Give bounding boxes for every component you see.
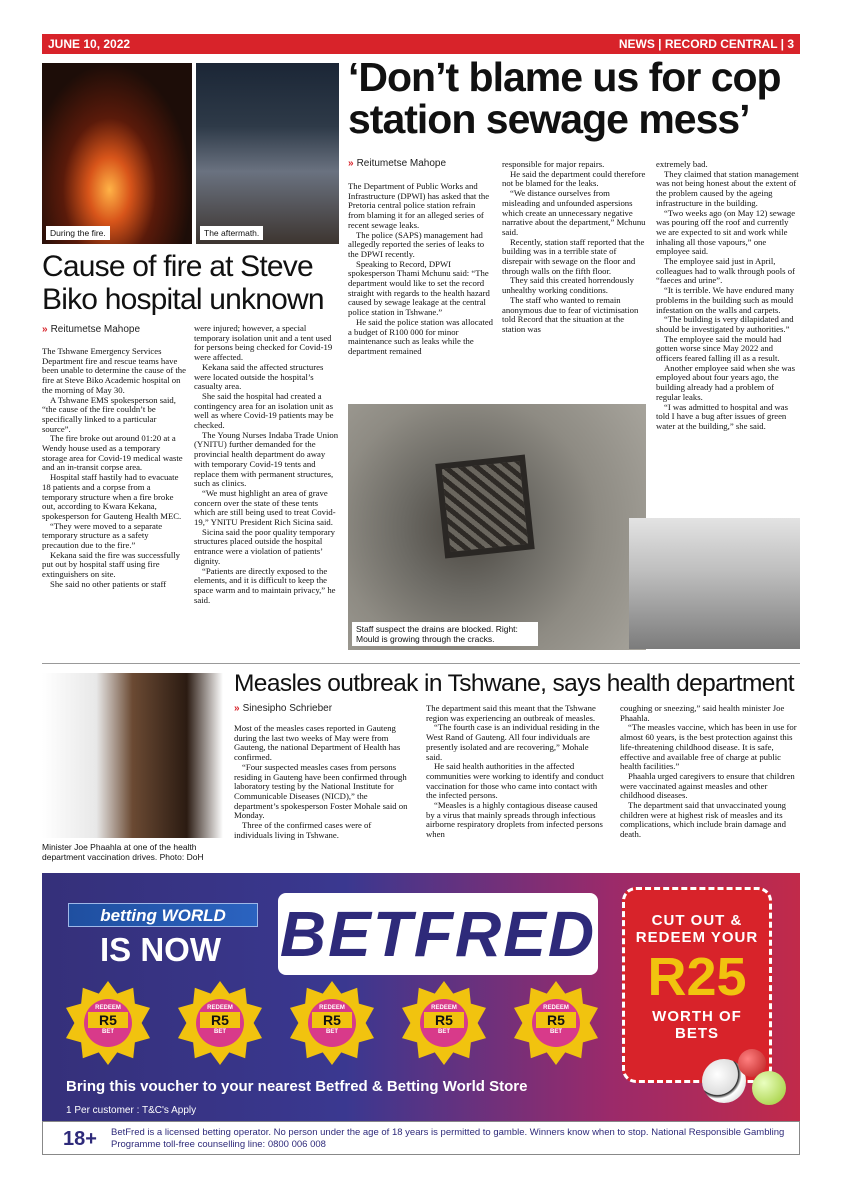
- cut-amount: R25: [647, 947, 747, 1007]
- voucher-inner: [308, 999, 356, 1047]
- paragraph: He said health authorities in the affected communities were working to identify and conduct vaccination for those who came into contact with the infected persons.: [426, 761, 604, 801]
- paragraph: A Tshwane EMS spokesperson said, “the cause of the fire couldn’t be specifically linked to a particular source”.: [42, 394, 176, 434]
- voucher-bet: BET: [326, 1029, 338, 1035]
- paragraph: were injured; however, a special temporary isolation unit and a tent used for persons being checked for Covid-19 were affected.: [194, 323, 333, 363]
- paragraph: Three of the confirmed cases were of individuals living in Tshwane.: [234, 820, 372, 840]
- paragraph: The employee said the mould had gotten worse since May 2022 and officers feared falling ill as a result.: [656, 333, 782, 364]
- paragraph: Sicina said the poor quality temporary structures placed outside the hospital entrance were a violation of patients’ dignity.: [194, 526, 335, 566]
- measles-byline-name: Sinesipho Schrieber: [242, 703, 333, 714]
- tennis-ball-icon: [752, 1071, 786, 1105]
- section-divider: [42, 663, 800, 664]
- minister-photo-caption: Minister Joe Phaahla at one of the health department vaccination drives. Photo: DoH: [42, 842, 204, 862]
- voucher-bet: BET: [102, 1029, 114, 1035]
- page-header-bar: [42, 34, 800, 54]
- cut-line-3: WORTH OF: [652, 1008, 742, 1025]
- cut-line-2: REDEEM YOUR: [635, 929, 759, 946]
- paragraph: He said the department could therefore not be blamed for the leaks.: [502, 168, 646, 189]
- paragraph: Kekana said the fire was successfully put out by hospital staff using fire extinguishers on site.: [42, 549, 181, 580]
- cut-line-1: CUT OUT &: [651, 912, 743, 929]
- voucher-inner: [420, 999, 468, 1047]
- voucher-badge: [66, 981, 150, 1065]
- sewage-column-1: [348, 182, 494, 357]
- paragraph: Recently, station staff reported that the building was in a terrible state of disrepair with sewage on the floor and through walls on the fifth floor.: [502, 236, 645, 276]
- voucher-bet: BET: [214, 1029, 226, 1035]
- cut-line-4: BETS: [674, 1025, 719, 1042]
- paragraph: extremely bad.: [656, 159, 708, 169]
- paragraph: The department said that unvaccinated young children were at highest risk of measles and its complications, which include brain damage and death.: [620, 800, 787, 840]
- sports-balls-icon: [702, 1049, 792, 1109]
- paragraph: “Four suspected measles cases from persons residing in Gauteng have been confirmed through laboratory testing by the National Institute for Communicable Diseases (NICD),” the department’s spokesperson Foster Mohale said on Monday.: [234, 761, 408, 821]
- paragraph: coughing or sneezing,” said health minister Joe Phaahla.: [620, 703, 785, 723]
- paragraph: “They were moved to a separate temporary structure as a safety precaution due to the fire.”: [42, 520, 163, 551]
- paragraph: The Department of Public Works and Infrastructure (DPWI) has asked that the Pretoria central police station refrain from blaming it for an alleged series of recent sewage leaks.: [348, 181, 490, 230]
- voucher-redeem: REDEEM: [431, 1005, 457, 1011]
- minister-photo: [42, 673, 223, 838]
- fire-column-2: [194, 324, 340, 605]
- sewage-column-3: [656, 160, 800, 432]
- age-restriction: 18+: [63, 1128, 97, 1150]
- drain-photo: [348, 404, 646, 650]
- paragraph: responsible for major repairs.: [502, 159, 605, 169]
- paragraph: Another employee said when she was employed about four years ago, the building already had a problem of regular leaks.: [656, 362, 795, 402]
- voucher-badge: [290, 981, 374, 1065]
- ad-is-now: IS NOW: [100, 931, 221, 968]
- fire-photo: [42, 63, 192, 244]
- betfred-advert: [42, 873, 800, 1121]
- paragraph: Kekana said the affected structures were located outside the hospital’s casualty area.: [194, 361, 324, 392]
- fire-column-1: [42, 347, 186, 590]
- paragraph: “The fourth case is an individual residing in the West Rand of Gauteng. All four individuals are presently isolated and are recovering,” Mohale said.: [426, 722, 600, 762]
- measles-column-3: [620, 704, 800, 840]
- chevron-icon: »: [42, 324, 48, 335]
- voucher-badge: [178, 981, 262, 1065]
- voucher-bet: BET: [550, 1029, 562, 1035]
- gambling-disclaimer: BetFred is a licensed betting operator. No person under the age of 18 years is permitted to gamble. Winners know when to stop. National Responsible Gambling Programme toll-free counselling line: 0800 006 008: [111, 1127, 785, 1150]
- issue-date: JUNE 10, 2022: [48, 37, 131, 51]
- drain-photo-caption: Staff suspect the drains are blocked. Right: Mould is growing through the cracks.: [352, 622, 538, 646]
- ad-disclaimer-box: [42, 1121, 800, 1155]
- voucher-badge: [402, 981, 486, 1065]
- paragraph: The employee said just in April, colleagues had to walk through pools of “faeces and urine”.: [656, 256, 795, 286]
- ad-per-customer: 1 Per customer : T&C's Apply: [66, 1105, 197, 1116]
- voucher-amount: R5: [536, 1012, 576, 1028]
- voucher-redeem: REDEEM: [95, 1005, 121, 1011]
- fire-byline: [42, 324, 140, 335]
- voucher-inner: [196, 999, 244, 1047]
- paragraph: She said the hospital had created a contingency area for an isolation unit as well as where Covid-19 patients may be checked.: [194, 390, 334, 431]
- paragraph: “Patients are directly exposed to the elements, and it is difficult to keep the space warm and to maintain privacy,” he said.: [194, 565, 336, 605]
- fire-headline: Cause of fire at Steve Biko hospital unknown: [42, 250, 324, 316]
- voucher-badge: [514, 981, 598, 1065]
- aftermath-photo: [196, 63, 339, 244]
- paragraph: “The building is very dilapidated and should be investigated by authorities.”: [656, 314, 794, 334]
- measles-byline: [234, 703, 332, 714]
- paragraph: The Tshwane Emergency Services Department fire and rescue teams have been unable to determine the cause of the fire at Steve Biko Academic hospital on the morning of May 30.: [42, 346, 187, 395]
- aftermath-photo-caption: The aftermath.: [200, 226, 263, 240]
- paragraph: The Young Nurses Indaba Trade Union (YNITU) further demanded for the provincial health department do away with temporary Covid-19 tents and replace them with permanent structures, such as clinics.: [194, 429, 339, 489]
- paragraph: Phaahla urged caregivers to ensure that children were vaccinated against measles and other childhood diseases.: [620, 770, 795, 801]
- voucher-inner: [532, 999, 580, 1047]
- paragraph: She said no other patients or staff: [50, 578, 167, 589]
- paragraph: “The measles vaccine, which has been in use for almost 60 years, is the best protection against this life-threatening childhood disease. It is safe, effective and available free of charge at public health facilities.”: [620, 722, 797, 772]
- voucher-redeem: REDEEM: [543, 1005, 569, 1011]
- chevron-icon: »: [348, 158, 354, 169]
- sewage-headline: ‘Don’t blame us for cop station sewage mess’: [348, 54, 781, 142]
- paragraph: The staff who wanted to remain anonymous due to fear of victimisation told Record that the situation at the station was: [502, 294, 639, 334]
- paragraph: They said this created horrendously unhealthy working conditions.: [502, 275, 635, 296]
- voucher-amount: R5: [424, 1012, 464, 1028]
- voucher-amount: R5: [200, 1012, 240, 1028]
- voucher-amount: R5: [88, 1012, 128, 1028]
- voucher-redeem: REDEEM: [207, 1005, 233, 1011]
- paragraph: “Measles is a highly contagious disease caused by a virus that mainly spreads through infectious airborne respiratory droplets from infected persons when: [426, 800, 603, 840]
- paragraph: The police (SAPS) management had allegedly reported the series of leaks to the DPWI recently.: [348, 229, 485, 259]
- paragraph: The fire broke out around 01:20 at a Wendy house used as a temporary storage area for Covid-19 medical waste and an in-transit corpse area.: [42, 433, 183, 473]
- paragraph: Most of the measles cases reported in Gauteng during the last two weeks of May were from Gauteng, the national Department of Health has confirmed.: [234, 723, 401, 763]
- paragraph: Hospital staff hastily had to evacuate 18 patients and a corpse from a temporary structure when a fire broke out, according to Kwara Kekana, spokesperson for Gauteng Health MEC.: [42, 472, 182, 521]
- section-label: NEWS | RECORD CENTRAL | 3: [618, 37, 794, 51]
- fire-byline-name: Reitumetse Mahope: [50, 324, 141, 335]
- sewage-byline: [348, 158, 446, 169]
- paragraph: “We distance ourselves from misleading and unfounded aspersions which create an unnecessary negative narrative about the department,” Mchunu said.: [502, 188, 646, 237]
- paragraph: “It is terrible. We have endured many problems in the building such as mould infestation on the walls and carpets.: [656, 285, 795, 315]
- paragraph: “I was admitted to hospital and was told I have a bug after issues of green water at the building,” she said.: [656, 401, 789, 431]
- sewage-column-2: [502, 160, 648, 335]
- mould-photo: [629, 518, 800, 649]
- fire-photo-caption: During the fire.: [46, 226, 110, 240]
- betting-world-logo: betting WORLD: [68, 903, 258, 927]
- voucher-amount: R5: [312, 1012, 352, 1028]
- paragraph: He said the police station was allocated a budget of R100 000 for minor maintenance such as leaks while the department remained: [348, 316, 494, 356]
- paragraph: The department said this meant that the Tshwane region was experiencing an outbreak of measles.: [426, 703, 596, 723]
- drain-grate-shape: [435, 455, 534, 559]
- voucher-redeem: REDEEM: [319, 1005, 345, 1011]
- measles-headline: Measles outbreak in Tshwane, says health department: [234, 670, 795, 697]
- paragraph: They claimed that station management was not being honest about the extent of the problem caused by the ageing infrastructure in the building.: [656, 168, 799, 208]
- voucher-inner: [84, 999, 132, 1047]
- measles-column-2: [426, 704, 606, 840]
- chevron-icon: »: [234, 703, 240, 714]
- sewage-byline-name: Reitumetse Mahope: [356, 158, 447, 169]
- measles-column-1: [234, 724, 412, 840]
- betfred-logo: BETFRED: [278, 893, 598, 975]
- paragraph: “We must highlight an area of grave concern over the state of these tents which are still being used to treat Covid-19,” YNITU President Rich Sicina said.: [194, 487, 336, 528]
- paragraph: Speaking to Record, DPWI spokesperson Thami Mchunu said: “The department would like to set the record straight with regards to the health hazard caused by sewage leakage at the central police station in Tshwane.”: [348, 258, 490, 318]
- voucher-bet: BET: [438, 1029, 450, 1035]
- ad-bring-voucher: Bring this voucher to your nearest Betfred & Betting World Store: [66, 1078, 528, 1095]
- paragraph: “Two weeks ago (on May 12) sewage was pouring off the roof and currently we are expected to sit and work while inhaling all those vapours,” one employee said.: [656, 207, 796, 257]
